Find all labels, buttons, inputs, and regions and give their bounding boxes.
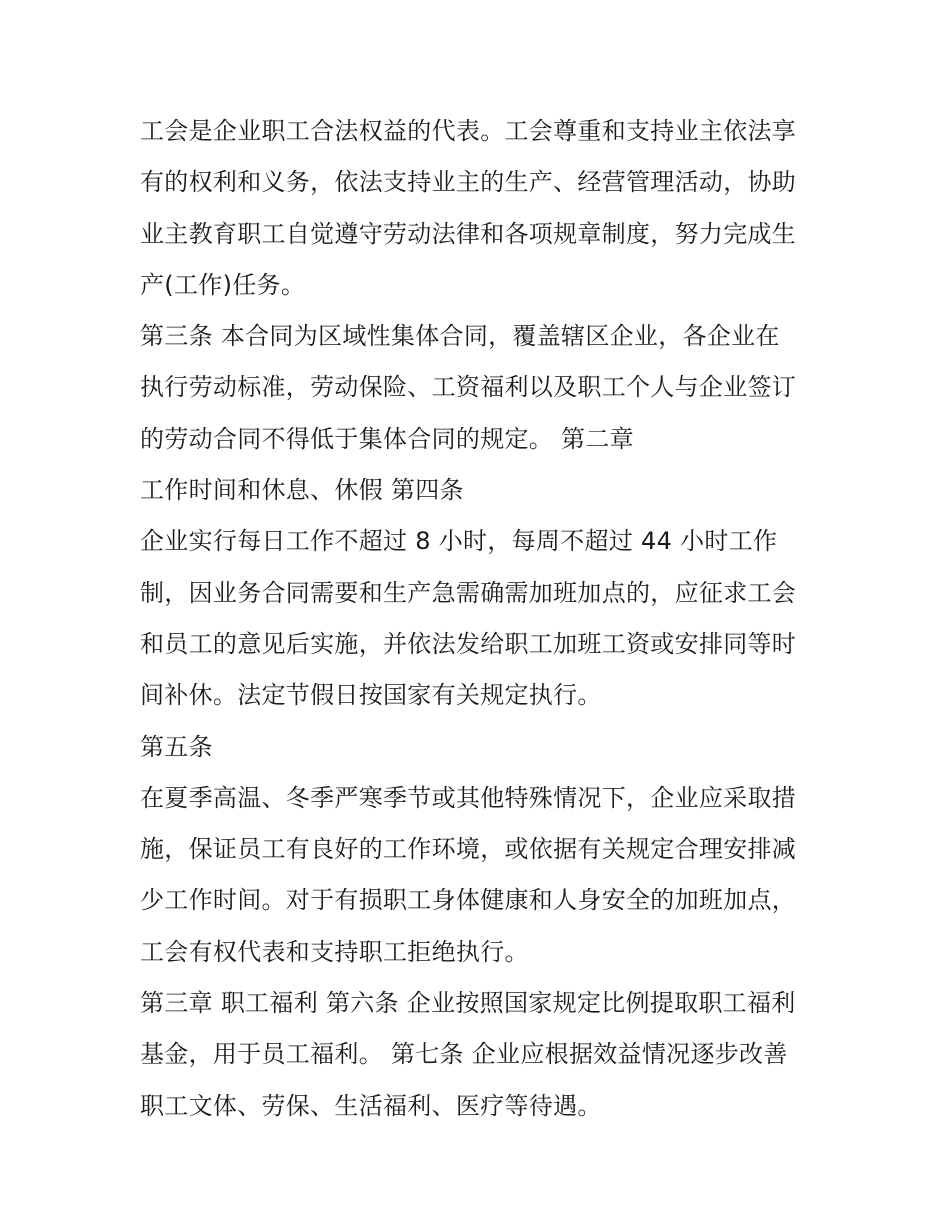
text-line: 业主教育职工自觉遵守劳动法律和各项规章制度，努力完成生 <box>140 219 797 248</box>
text-line: 执行劳动标准，劳动保险、工资福利以及职工个人与企业签订 <box>140 373 797 402</box>
text-line: 产(工作)任务。 <box>140 270 306 299</box>
text-line: 工会是企业职工合法权益的代表。工会尊重和支持业主依法享 <box>140 117 797 145</box>
text-line: 第三章 职工福利 第六条 企业按照国家规定比例提取职工福利 <box>140 989 796 1018</box>
text-line: 制，因业务合同需要和生产急需确需加班加点的，应征求工会 <box>140 578 797 607</box>
text-line: 施，保证员工有良好的工作环境，或依据有关规定合理安排减 <box>140 835 797 864</box>
text-line: 第三条 本合同为区域性集体合同，覆盖辖区企业，各企业在 <box>140 322 780 351</box>
text-line: 有的权利和义务，依法支持业主的生产、经营管理活动，协助 <box>140 168 797 197</box>
text-line: 职工文体、劳保、生活福利、医疗等待遇。 <box>140 1091 602 1120</box>
text-line: 企业实行每日工作不超过 8 小时，每周不超过 44 小时工作 <box>140 527 778 556</box>
text-line: 工会有权代表和支持职工拒绝执行。 <box>140 937 529 966</box>
text-line: 和员工的意见后实施，并依法发给职工加班工资或安排同等时 <box>140 629 797 658</box>
text-line: 工作时间和休息、休假 第四条 <box>140 476 464 505</box>
text-line: 在夏季高温、冬季严寒季节或其他特殊情况下，企业应采取措 <box>140 783 797 812</box>
document-body <box>140 106 820 1132</box>
text-line: 基金，用于员工福利。 第七条 企业应根据效益情况逐步改善 <box>140 1040 788 1069</box>
text-line: 少工作时间。对于有损职工身体健康和人身安全的加班加点， <box>140 886 797 915</box>
text-line: 间补休。法定节假日按国家有关规定执行。 <box>140 681 602 710</box>
text-line: 的劳动合同不得低于集体合同的规定。 第二章 <box>140 424 634 453</box>
text-line: 第五条 <box>140 732 213 761</box>
